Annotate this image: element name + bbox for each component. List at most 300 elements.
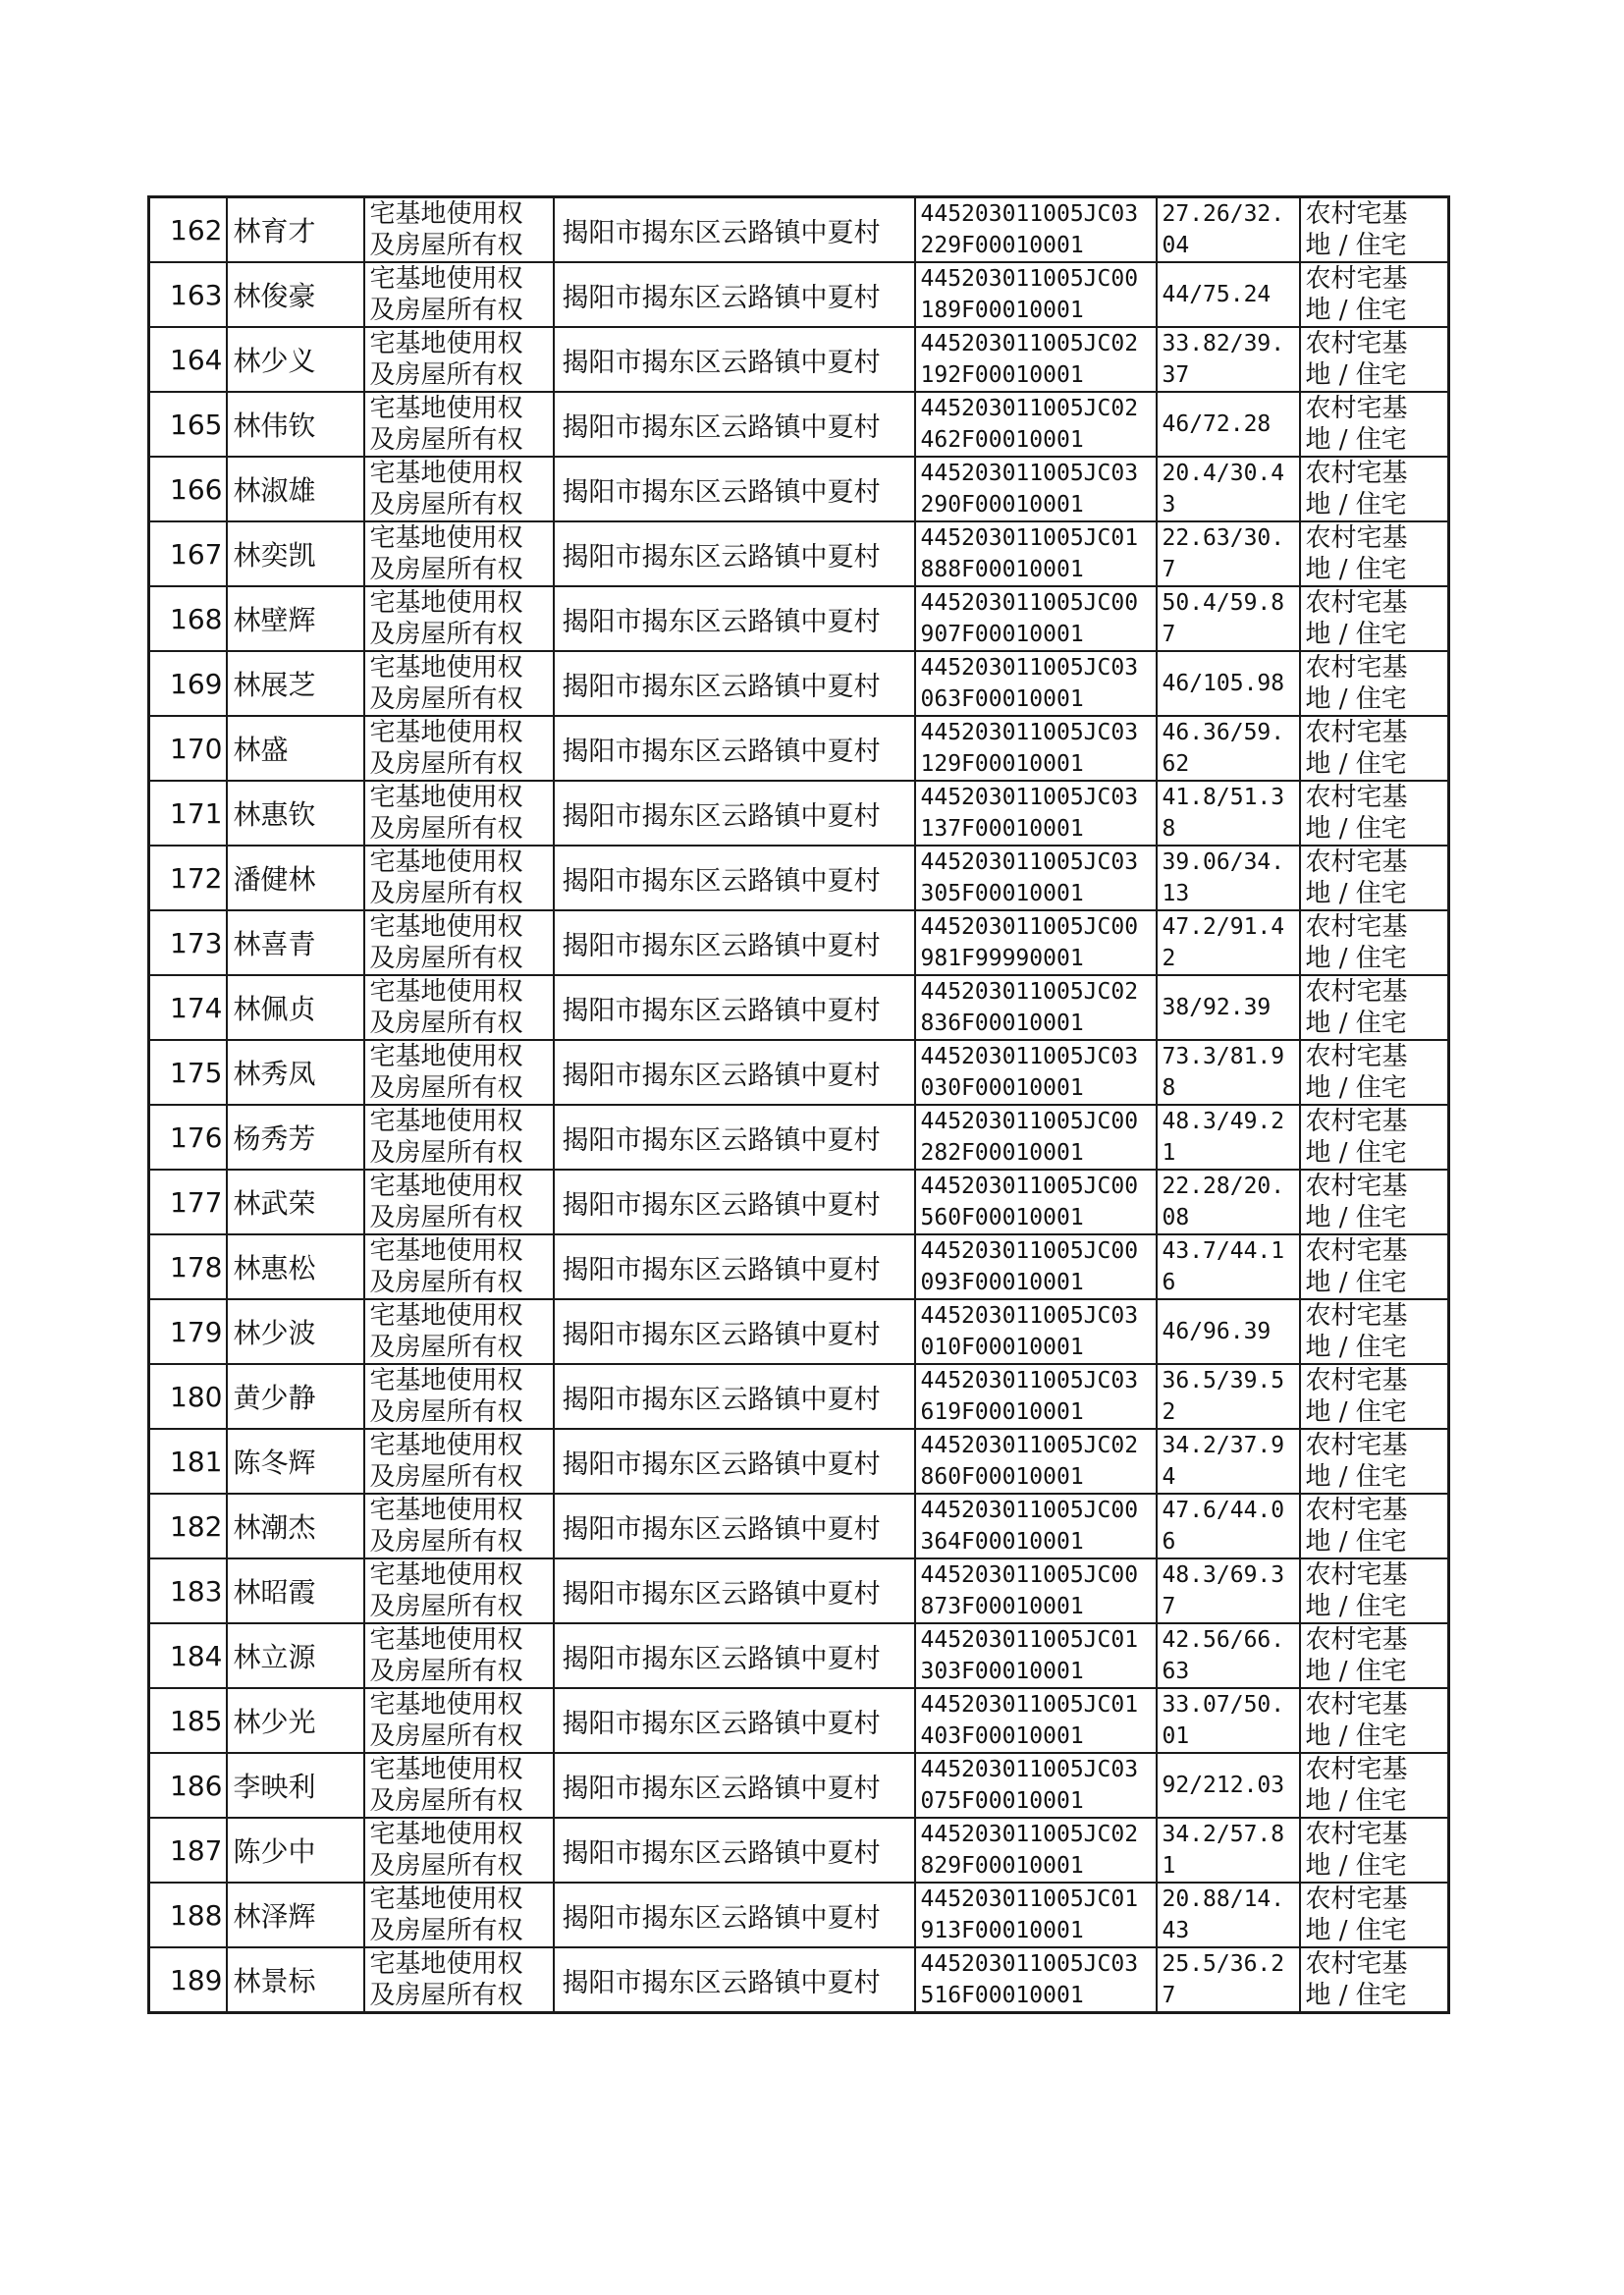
land-use [1300, 1947, 1449, 2013]
right-type [364, 716, 554, 781]
right-type-line: 及房屋所有权 [369, 425, 523, 455]
parcel-code-line: 290F00010001 [920, 492, 1084, 518]
land-use [1300, 1494, 1449, 1558]
parcel-code-line: 445203011005JC00 [920, 1498, 1139, 1523]
right-type-line: 及房屋所有权 [369, 684, 523, 714]
owner-name: 林景标 [227, 1947, 364, 2013]
land-use-line: 地 / 住宅 [1305, 1592, 1407, 1621]
right-type-line: 及房屋所有权 [369, 749, 523, 779]
land-use-line: 地 / 住宅 [1305, 1462, 1407, 1492]
owner-name: 林佩贞 [227, 975, 364, 1040]
land-use-line: 农村宅基 [1305, 912, 1408, 942]
table-row [149, 1947, 1449, 2013]
table-row [149, 1883, 1449, 1947]
land-use-line: 地 / 住宅 [1305, 425, 1407, 455]
parcel-code [915, 1947, 1157, 2013]
area-value-line: 44/75.24 [1162, 282, 1272, 307]
land-use [1300, 1040, 1449, 1105]
land-use-line: 地 / 住宅 [1305, 749, 1407, 779]
land-use-line: 地 / 住宅 [1305, 1916, 1407, 1945]
land-use [1300, 975, 1449, 1040]
land-use-line: 农村宅基 [1305, 977, 1408, 1007]
row-number: 166 [149, 457, 227, 521]
table-row [149, 1753, 1449, 1818]
table-row [149, 1818, 1449, 1883]
right-type [364, 781, 554, 846]
land-use [1300, 1170, 1449, 1234]
parcel-code-line: 445203011005JC03 [920, 1044, 1139, 1069]
row-number: 179 [149, 1299, 227, 1364]
right-type [364, 846, 554, 910]
parcel-code [915, 1558, 1157, 1623]
location: 揭阳市揭东区云路镇中夏村 [554, 1234, 915, 1299]
right-type-line: 及房屋所有权 [369, 944, 523, 973]
parcel-code [915, 1040, 1157, 1105]
parcel-code [915, 975, 1157, 1040]
area-value [1157, 846, 1300, 910]
land-use-line: 地 / 住宅 [1305, 1138, 1407, 1168]
area-value-line: 48.3/49.2 [1162, 1109, 1285, 1134]
right-type [364, 1234, 554, 1299]
parcel-code [915, 457, 1157, 521]
parcel-code [915, 1883, 1157, 1947]
location: 揭阳市揭东区云路镇中夏村 [554, 586, 915, 651]
area-value [1157, 781, 1300, 846]
row-number: 185 [149, 1688, 227, 1753]
area-value-line: 50.4/59.8 [1162, 590, 1285, 616]
right-type [364, 975, 554, 1040]
area-value-line: 25.5/36.2 [1162, 1951, 1285, 1977]
right-type-line: 及房屋所有权 [369, 1657, 523, 1686]
land-use-line: 地 / 住宅 [1305, 555, 1407, 584]
right-type [364, 1753, 554, 1818]
land-use [1300, 521, 1449, 586]
table-row [149, 457, 1449, 521]
land-use-line: 地 / 住宅 [1305, 1981, 1407, 2010]
owner-name: 林少光 [227, 1688, 364, 1753]
location: 揭阳市揭东区云路镇中夏村 [554, 392, 915, 457]
area-value [1157, 1105, 1300, 1170]
area-value [1157, 262, 1300, 327]
parcel-code-line: 192F00010001 [920, 362, 1084, 388]
parcel-code-line: 445203011005JC03 [920, 785, 1139, 810]
table-row [149, 1105, 1449, 1170]
parcel-code-line: 445203011005JC00 [920, 1109, 1139, 1134]
parcel-code [915, 197, 1157, 263]
area-value-line: 2 [1162, 946, 1176, 971]
row-number: 174 [149, 975, 227, 1040]
land-use [1300, 1105, 1449, 1170]
table-row [149, 1364, 1449, 1429]
table-row [149, 846, 1449, 910]
location: 揭阳市揭东区云路镇中夏村 [554, 1105, 915, 1170]
parcel-code-line: 445203011005JC03 [920, 1303, 1139, 1329]
area-value-line: 46/72.28 [1162, 411, 1272, 437]
area-value-line: 7 [1162, 557, 1176, 582]
owner-name: 林淑雄 [227, 457, 364, 521]
area-value-line: 47.6/44.0 [1162, 1498, 1285, 1523]
owner-name: 杨秀芳 [227, 1105, 364, 1170]
area-value [1157, 1623, 1300, 1688]
right-type-line: 宅基地使用权 [369, 199, 523, 229]
location: 揭阳市揭东区云路镇中夏村 [554, 1688, 915, 1753]
land-use-line: 农村宅基 [1305, 1755, 1408, 1784]
location: 揭阳市揭东区云路镇中夏村 [554, 975, 915, 1040]
land-use-line: 地 / 住宅 [1305, 231, 1407, 260]
parcel-code-line: 445203011005JC01 [920, 1886, 1139, 1912]
area-value-line: 3 [1162, 492, 1176, 518]
right-type-line: 及房屋所有权 [369, 1981, 523, 2010]
parcel-code-line: 445203011005JC03 [920, 1757, 1139, 1782]
land-use-line: 农村宅基 [1305, 718, 1408, 747]
right-type-line: 及房屋所有权 [369, 814, 523, 844]
right-type-line: 及房屋所有权 [369, 1851, 523, 1881]
right-type-line: 宅基地使用权 [369, 1690, 523, 1720]
parcel-code-line: 860F00010001 [920, 1464, 1084, 1490]
parcel-code-line: 445203011005JC00 [920, 1174, 1139, 1199]
location: 揭阳市揭东区云路镇中夏村 [554, 1883, 915, 1947]
table-row [149, 781, 1449, 846]
right-type-line: 宅基地使用权 [369, 394, 523, 423]
parcel-code [915, 1818, 1157, 1883]
location: 揭阳市揭东区云路镇中夏村 [554, 1753, 915, 1818]
area-value [1157, 521, 1300, 586]
parcel-code-line: 129F00010001 [920, 751, 1084, 777]
row-number: 187 [149, 1818, 227, 1883]
area-value-line: 63 [1162, 1659, 1190, 1684]
parcel-code [915, 1494, 1157, 1558]
parcel-code-line: 229F00010001 [920, 233, 1084, 258]
land-use [1300, 651, 1449, 716]
land-use-line: 农村宅基 [1305, 329, 1408, 358]
right-type-line: 宅基地使用权 [369, 653, 523, 683]
parcel-code [915, 1429, 1157, 1494]
right-type-line: 及房屋所有权 [369, 1203, 523, 1232]
table-row [149, 1299, 1449, 1364]
right-type [364, 1105, 554, 1170]
right-type-line: 宅基地使用权 [369, 912, 523, 942]
table-row [149, 392, 1449, 457]
area-value-line: 92/212.03 [1162, 1773, 1285, 1798]
owner-name: 林少波 [227, 1299, 364, 1364]
area-value-line: 73.3/81.9 [1162, 1044, 1285, 1069]
parcel-code-line: 836F00010001 [920, 1011, 1084, 1036]
location: 揭阳市揭东区云路镇中夏村 [554, 327, 915, 392]
area-value-line: 43 [1162, 1918, 1190, 1943]
right-type-line: 宅基地使用权 [369, 1236, 523, 1266]
table-row [149, 1234, 1449, 1299]
land-use-line: 地 / 住宅 [1305, 1721, 1407, 1751]
area-value-line: 4 [1162, 1464, 1176, 1490]
right-type-line: 宅基地使用权 [369, 523, 523, 553]
parcel-code-line: 888F00010001 [920, 557, 1084, 582]
area-value [1157, 197, 1300, 263]
right-type [364, 1040, 554, 1105]
area-value-line: 08 [1162, 1205, 1190, 1230]
right-type-line: 宅基地使用权 [369, 977, 523, 1007]
area-value-line: 2 [1162, 1399, 1176, 1425]
area-value-line: 6 [1162, 1529, 1176, 1555]
parcel-code [915, 1170, 1157, 1234]
land-use-line: 农村宅基 [1305, 588, 1408, 618]
area-value-line: 22.28/20. [1162, 1174, 1285, 1199]
land-use-line: 农村宅基 [1305, 459, 1408, 488]
right-type [364, 1364, 554, 1429]
right-type-line: 及房屋所有权 [369, 1462, 523, 1492]
area-value-line: 48.3/69.3 [1162, 1562, 1285, 1588]
land-use-line: 农村宅基 [1305, 783, 1408, 812]
land-use-line: 地 / 住宅 [1305, 814, 1407, 844]
parcel-code-line: 445203011005JC03 [920, 720, 1139, 745]
land-use-line: 农村宅基 [1305, 1431, 1408, 1460]
right-type [364, 1170, 554, 1234]
owner-name: 林泽辉 [227, 1883, 364, 1947]
area-value-line: 20.88/14. [1162, 1886, 1285, 1912]
land-use-line: 地 / 住宅 [1305, 684, 1407, 714]
owner-name: 林壁辉 [227, 586, 364, 651]
row-number: 186 [149, 1753, 227, 1818]
area-value [1157, 910, 1300, 975]
location: 揭阳市揭东区云路镇中夏村 [554, 846, 915, 910]
row-number: 182 [149, 1494, 227, 1558]
location: 揭阳市揭东区云路镇中夏村 [554, 1299, 915, 1364]
right-type-line: 及房屋所有权 [369, 1333, 523, 1362]
row-number: 171 [149, 781, 227, 846]
right-type [364, 392, 554, 457]
right-type [364, 197, 554, 263]
area-value [1157, 1753, 1300, 1818]
area-value [1157, 1234, 1300, 1299]
right-type [364, 1947, 554, 2013]
area-value-line: 47.2/91.4 [1162, 914, 1285, 940]
owner-name: 林惠松 [227, 1234, 364, 1299]
right-type-line: 宅基地使用权 [369, 1042, 523, 1071]
right-type [364, 1494, 554, 1558]
land-use-line: 地 / 住宅 [1305, 296, 1407, 325]
area-value [1157, 1429, 1300, 1494]
right-type-line: 宅基地使用权 [369, 1820, 523, 1849]
location: 揭阳市揭东区云路镇中夏村 [554, 197, 915, 263]
right-type-line: 及房屋所有权 [369, 1916, 523, 1945]
row-number: 164 [149, 327, 227, 392]
row-number: 176 [149, 1105, 227, 1170]
parcel-code-line: 137F00010001 [920, 816, 1084, 842]
owner-name: 林育才 [227, 197, 364, 263]
table-row [149, 651, 1449, 716]
table-row [149, 910, 1449, 975]
parcel-code-line: 445203011005JC02 [920, 979, 1139, 1005]
location: 揭阳市揭东区云路镇中夏村 [554, 651, 915, 716]
area-value [1157, 1299, 1300, 1364]
area-value [1157, 1883, 1300, 1947]
parcel-code-line: 445203011005JC02 [920, 1433, 1139, 1458]
parcel-code-line: 445203011005JC03 [920, 655, 1139, 681]
right-type [364, 1299, 554, 1364]
row-number: 175 [149, 1040, 227, 1105]
right-type [364, 262, 554, 327]
table-row [149, 521, 1449, 586]
table-row [149, 1623, 1449, 1688]
right-type [364, 1883, 554, 1947]
land-use [1300, 1883, 1449, 1947]
table-row [149, 975, 1449, 1040]
land-use-line: 地 / 住宅 [1305, 1657, 1407, 1686]
land-use [1300, 1818, 1449, 1883]
parcel-code [915, 910, 1157, 975]
land-use-line: 农村宅基 [1305, 1496, 1408, 1525]
right-type-line: 及房屋所有权 [369, 1786, 523, 1816]
location: 揭阳市揭东区云路镇中夏村 [554, 1429, 915, 1494]
right-type-line: 及房屋所有权 [369, 1592, 523, 1621]
row-number: 165 [149, 392, 227, 457]
parcel-code [915, 1105, 1157, 1170]
parcel-code-line: 303F00010001 [920, 1659, 1084, 1684]
land-use-line: 地 / 住宅 [1305, 1333, 1407, 1362]
parcel-code-line: 364F00010001 [920, 1529, 1084, 1555]
area-value-line: 13 [1162, 881, 1190, 906]
right-type-line: 宅基地使用权 [369, 718, 523, 747]
area-value [1157, 392, 1300, 457]
table-row [149, 1429, 1449, 1494]
area-value-line: 37 [1162, 362, 1190, 388]
right-type-line: 宅基地使用权 [369, 847, 523, 877]
land-use [1300, 197, 1449, 263]
row-number: 178 [149, 1234, 227, 1299]
parcel-code [915, 1234, 1157, 1299]
parcel-code-line: 445203011005JC01 [920, 1627, 1139, 1653]
right-type-line: 宅基地使用权 [369, 1366, 523, 1395]
right-type [364, 1429, 554, 1494]
row-number: 173 [149, 910, 227, 975]
land-use-line: 农村宅基 [1305, 1625, 1408, 1655]
right-type-line: 及房屋所有权 [369, 490, 523, 519]
owner-name: 林潮杰 [227, 1494, 364, 1558]
area-value [1157, 975, 1300, 1040]
area-value [1157, 1558, 1300, 1623]
land-use-line: 农村宅基 [1305, 1172, 1408, 1201]
owner-name: 林昭霞 [227, 1558, 364, 1623]
right-type-line: 及房屋所有权 [369, 1527, 523, 1557]
row-number: 189 [149, 1947, 227, 2013]
right-type [364, 521, 554, 586]
area-value [1157, 327, 1300, 392]
right-type [364, 327, 554, 392]
location: 揭阳市揭东区云路镇中夏村 [554, 262, 915, 327]
location: 揭阳市揭东区云路镇中夏村 [554, 1494, 915, 1558]
right-type-line: 及房屋所有权 [369, 231, 523, 260]
area-value-line: 34.2/57.8 [1162, 1822, 1285, 1847]
land-use-line: 地 / 住宅 [1305, 1203, 1407, 1232]
land-use-line: 农村宅基 [1305, 1042, 1408, 1071]
land-use-line: 地 / 住宅 [1305, 1527, 1407, 1557]
area-value [1157, 1688, 1300, 1753]
area-value-line: 01 [1162, 1723, 1190, 1749]
parcel-code-line: 445203011005JC03 [920, 1951, 1139, 1977]
right-type-line: 及房屋所有权 [369, 555, 523, 584]
location: 揭阳市揭东区云路镇中夏村 [554, 1623, 915, 1688]
table-row [149, 1040, 1449, 1105]
area-value-line: 41.8/51.3 [1162, 785, 1285, 810]
land-use-line: 地 / 住宅 [1305, 879, 1407, 908]
right-type [364, 1688, 554, 1753]
parcel-code-line: 619F00010001 [920, 1399, 1084, 1425]
land-use [1300, 846, 1449, 910]
parcel-code-line: 873F00010001 [920, 1594, 1084, 1619]
parcel-code-line: 462F00010001 [920, 427, 1084, 453]
area-value-line: 39.06/34. [1162, 849, 1285, 875]
owner-name: 林展芝 [227, 651, 364, 716]
location: 揭阳市揭东区云路镇中夏村 [554, 781, 915, 846]
land-use [1300, 327, 1449, 392]
parcel-code-line: 282F00010001 [920, 1140, 1084, 1166]
owner-name: 林盛 [227, 716, 364, 781]
land-use-line: 地 / 住宅 [1305, 1073, 1407, 1103]
right-type-line: 及房屋所有权 [369, 1009, 523, 1038]
parcel-code [915, 1753, 1157, 1818]
right-type [364, 651, 554, 716]
area-value [1157, 586, 1300, 651]
parcel-code-line: 445203011005JC03 [920, 461, 1139, 486]
area-value [1157, 1947, 1300, 2013]
right-type-line: 及房屋所有权 [369, 1073, 523, 1103]
row-number: 184 [149, 1623, 227, 1688]
land-use [1300, 392, 1449, 457]
land-use-line: 地 / 住宅 [1305, 1851, 1407, 1881]
parcel-code [915, 1364, 1157, 1429]
parcel-code-line: 010F00010001 [920, 1335, 1084, 1360]
table-row [149, 197, 1449, 263]
area-value-line: 04 [1162, 233, 1190, 258]
owner-name: 林伟钦 [227, 392, 364, 457]
owner-name: 林武荣 [227, 1170, 364, 1234]
parcel-code [915, 1688, 1157, 1753]
parcel-code-line: 560F00010001 [920, 1205, 1084, 1230]
land-use [1300, 1753, 1449, 1818]
area-value-line: 36.5/39.5 [1162, 1368, 1285, 1393]
parcel-code-line: 445203011005JC02 [920, 331, 1139, 356]
owner-name: 林喜青 [227, 910, 364, 975]
parcel-code-line: 445203011005JC02 [920, 1822, 1139, 1847]
parcel-code-line: 075F00010001 [920, 1788, 1084, 1814]
right-type-line: 宅基地使用权 [369, 1431, 523, 1460]
area-value-line: 6 [1162, 1270, 1176, 1295]
row-number: 172 [149, 846, 227, 910]
land-use-line: 地 / 住宅 [1305, 1786, 1407, 1816]
area-value [1157, 651, 1300, 716]
parcel-code [915, 1299, 1157, 1364]
parcel-code [915, 262, 1157, 327]
area-value-line: 46/96.39 [1162, 1319, 1272, 1344]
land-use-line: 地 / 住宅 [1305, 1268, 1407, 1297]
parcel-code [915, 716, 1157, 781]
land-use [1300, 586, 1449, 651]
parcel-code-line: 829F00010001 [920, 1853, 1084, 1879]
parcel-code-line: 030F00010001 [920, 1075, 1084, 1101]
location: 揭阳市揭东区云路镇中夏村 [554, 521, 915, 586]
row-number: 188 [149, 1883, 227, 1947]
area-value-line: 33.82/39. [1162, 331, 1285, 356]
table-row [149, 1170, 1449, 1234]
table-row [149, 262, 1449, 327]
land-use [1300, 1234, 1449, 1299]
right-type-line: 宅基地使用权 [369, 1560, 523, 1590]
location: 揭阳市揭东区云路镇中夏村 [554, 1558, 915, 1623]
land-use [1300, 1558, 1449, 1623]
right-type [364, 1623, 554, 1688]
right-type [364, 1818, 554, 1883]
row-number: 162 [149, 197, 227, 263]
area-value-line: 34.2/37.9 [1162, 1433, 1285, 1458]
